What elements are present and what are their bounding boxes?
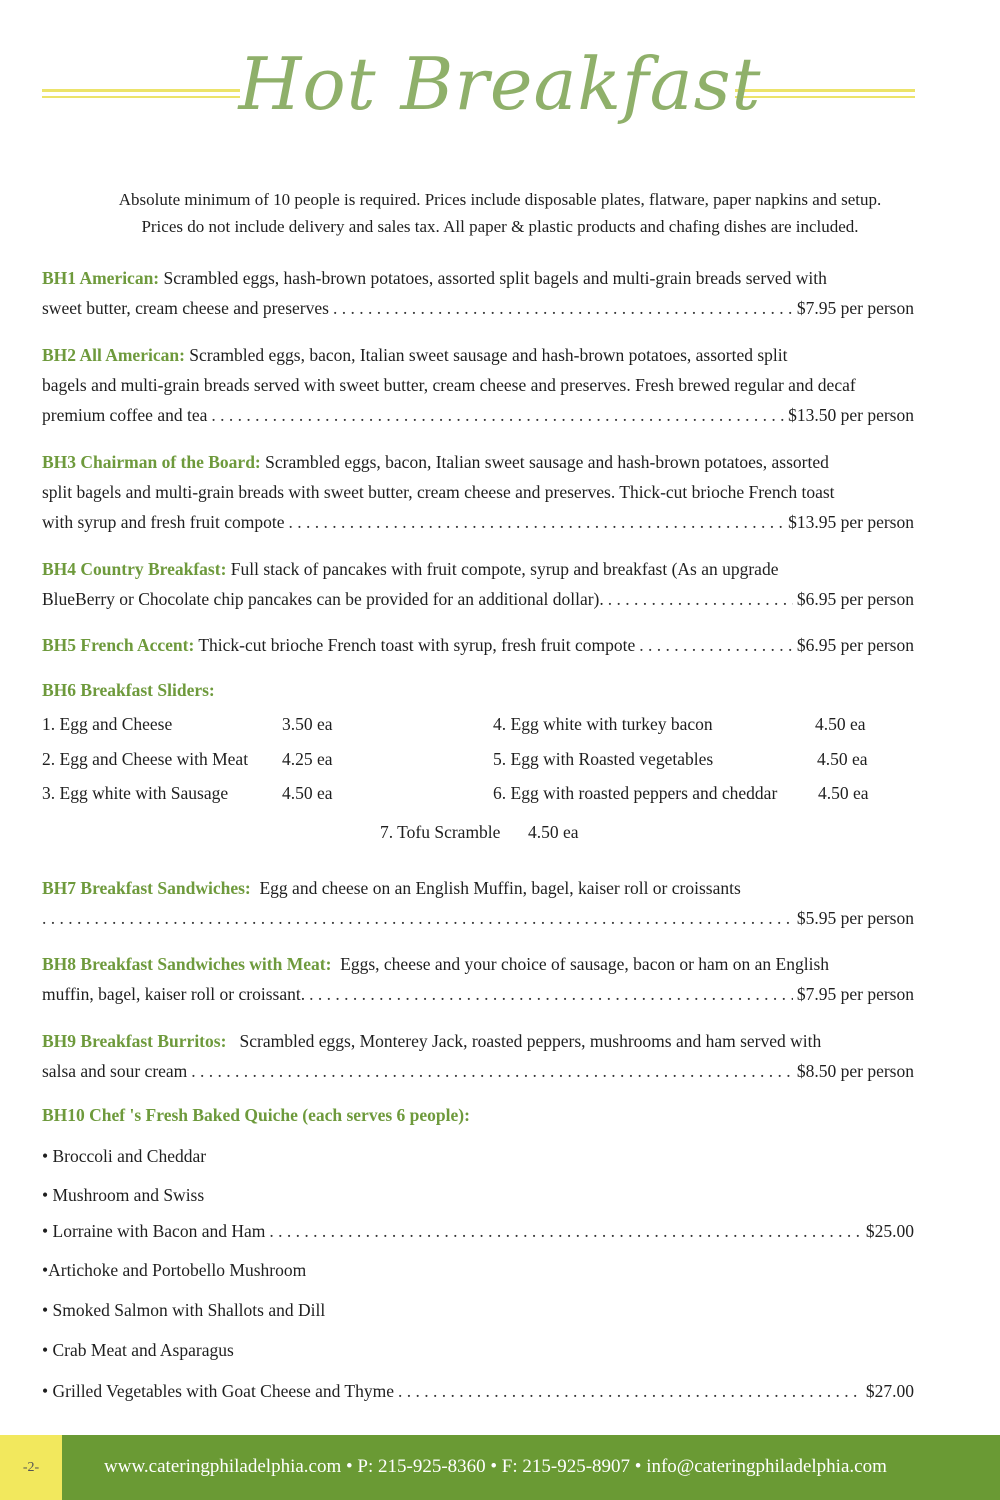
quiche-item [42,1185,914,1206]
dot-leader [211,400,784,430]
quiche-name: • Broccoli and Cheddar [42,1146,207,1166]
dot-leader [398,1381,862,1402]
slider-name: 1. Egg and Cheese [42,714,173,734]
quiche-name: • Smoked Salmon with Shallots and Dill [42,1300,326,1320]
dot-leader [333,293,793,323]
item-price: $7.95 per person [796,298,914,318]
slider-price: 4.50 ea [282,783,333,803]
quiche-name: • Grilled Vegetables with Goat Cheese and Thyme [42,1381,394,1401]
item-code: BH1 American: [42,268,160,288]
dot-leader [608,584,793,614]
item-description: split bagels and multi-grain breads with sweet butter, cream cheese and preserves. Thick-cut brioche French toast [42,482,835,502]
item-description: premium coffee and tea [42,405,208,425]
bh6-heading: BH6 Breakfast Sliders: [42,680,215,700]
item-code: BH5 French Accent: [42,635,195,655]
slider-item [42,749,333,770]
item-code: BH7 Breakfast Sandwiches: [42,878,251,898]
item-price: $13.95 per person [788,512,914,532]
page-title: Hot Breakfast [238,42,762,126]
quiche-price: $27.00 [865,1381,914,1401]
slider-name: 3. Egg white with Sausage [42,783,229,803]
quiche-item [42,1221,914,1242]
slider-price: 4.50 ea [528,822,579,842]
item-code: BH8 Breakfast Sandwiches with Meat: [42,954,332,974]
slider-name: 2. Egg and Cheese with Meat [42,749,249,769]
item-description: Scrambled eggs, bacon, Italian sweet sausage and hash-brown potatoes, assorted [265,452,829,472]
slider-name: 4. Egg white with turkey bacon [493,714,713,734]
dot-leader [309,979,793,1009]
slider-price: 4.50 ea [815,714,866,734]
item-price: $8.50 per person [796,1061,914,1081]
bh10-heading: BH10 Chef 's Fresh Baked Quiche (each serves 6 people): [42,1105,470,1125]
slider-item [380,822,579,843]
slider-price: 4.50 ea [818,783,869,803]
quiche-item [42,1300,914,1321]
slider-name: 6. Egg with roasted peppers and cheddar [493,783,778,803]
item-price: $6.95 per person [796,635,914,655]
item-code: BH2 All American: [42,345,185,365]
page-number: -2- [0,1435,62,1500]
slider-price: 3.50 ea [282,714,333,734]
item-description: BlueBerry or Chocolate chip pancakes can be provided for an additional dollar). [42,589,604,609]
quiche-item [42,1146,914,1167]
menu-item-bh1 [42,263,914,323]
menu-item-bh4 [42,554,914,614]
item-code: BH3 Chairman of the Board: [42,452,261,472]
slider-price: 4.50 ea [817,749,868,769]
slider-name: 7. Tofu Scramble [380,822,501,842]
menu-item-bh7 [42,873,914,933]
menu-item-bh9 [42,1026,914,1086]
menu-item-bh5 [42,630,914,660]
item-price: $7.95 per person [796,984,914,1004]
menu-item-bh8 [42,949,914,1009]
item-description: Scrambled eggs, Monterey Jack, roasted peppers, mushrooms and ham served with [239,1031,822,1051]
dot-leader [42,903,793,933]
item-price: $13.50 per person [788,405,914,425]
dot-leader [191,1056,793,1086]
slider-item [493,783,869,804]
item-code: BH4 Country Breakfast: [42,559,227,579]
quiche-name: • Mushroom and Swiss [42,1185,205,1205]
quiche-price: $25.00 [865,1221,914,1241]
item-description: Egg and cheese on an English Muffin, bagel, kaiser roll or croissants [259,878,741,898]
quiche-item [42,1340,914,1361]
slider-price: 4.25 ea [282,749,333,769]
intro-line-1: Absolute minimum of 10 people is required. Prices include disposable plates, flatware, paper napkins and setup. [118,190,882,209]
intro-line-2: Prices do not include delivery and sales tax. All paper & plastic products and chafing dishes are included. [141,217,859,236]
item-price: $5.95 per person [796,908,914,928]
slider-item [42,714,333,735]
item-description: bagels and multi-grain breads served with sweet butter, cream cheese and preserves. Fresh brewed regular and decaf [42,375,856,395]
item-code: BH9 Breakfast Burritos: [42,1031,227,1051]
item-price: $6.95 per person [796,589,914,609]
item-description: muffin, bagel, kaiser roll or croissant. [42,984,306,1004]
item-description: Scrambled eggs, hash-brown potatoes, assorted split bagels and multi-grain breads served with [163,268,827,288]
footer-contact: www.cateringphiladelphia.com • P: 215-925-8360 • F: 215-925-8907 • info@cateringphiladelphia.com [104,1456,887,1477]
item-description: with syrup and fresh fruit compote [42,512,285,532]
menu-item-bh3 [42,447,914,537]
quiche-name: • Crab Meat and Asparagus [42,1340,234,1360]
quiche-name: • Lorraine with Bacon and Ham [42,1221,266,1241]
dot-leader [639,630,793,660]
item-description: Thick-cut brioche French toast with syrup, fresh fruit compote [198,635,636,655]
intro-text [40,186,960,240]
slider-item [493,714,866,735]
menu-item-bh2 [42,340,914,430]
item-description: Scrambled eggs, bacon, Italian sweet sausage and hash-brown potatoes, assorted split [189,345,788,365]
quiche-name: •Artichoke and Portobello Mushroom [42,1260,307,1280]
dot-leader [269,1221,862,1242]
dot-leader [289,507,785,537]
item-description: Full stack of pancakes with fruit compote, syrup and breakfast (As an upgrade [230,559,779,579]
slider-name: 5. Egg with Roasted vegetables [493,749,714,769]
slider-item [42,783,333,804]
item-description: sweet butter, cream cheese and preserves [42,298,329,318]
quiche-item [42,1260,914,1281]
item-description: salsa and sour cream [42,1061,188,1081]
item-description: Eggs, cheese and your choice of sausage, bacon or ham on an English [340,954,830,974]
slider-item [493,749,868,770]
quiche-item [42,1381,914,1402]
